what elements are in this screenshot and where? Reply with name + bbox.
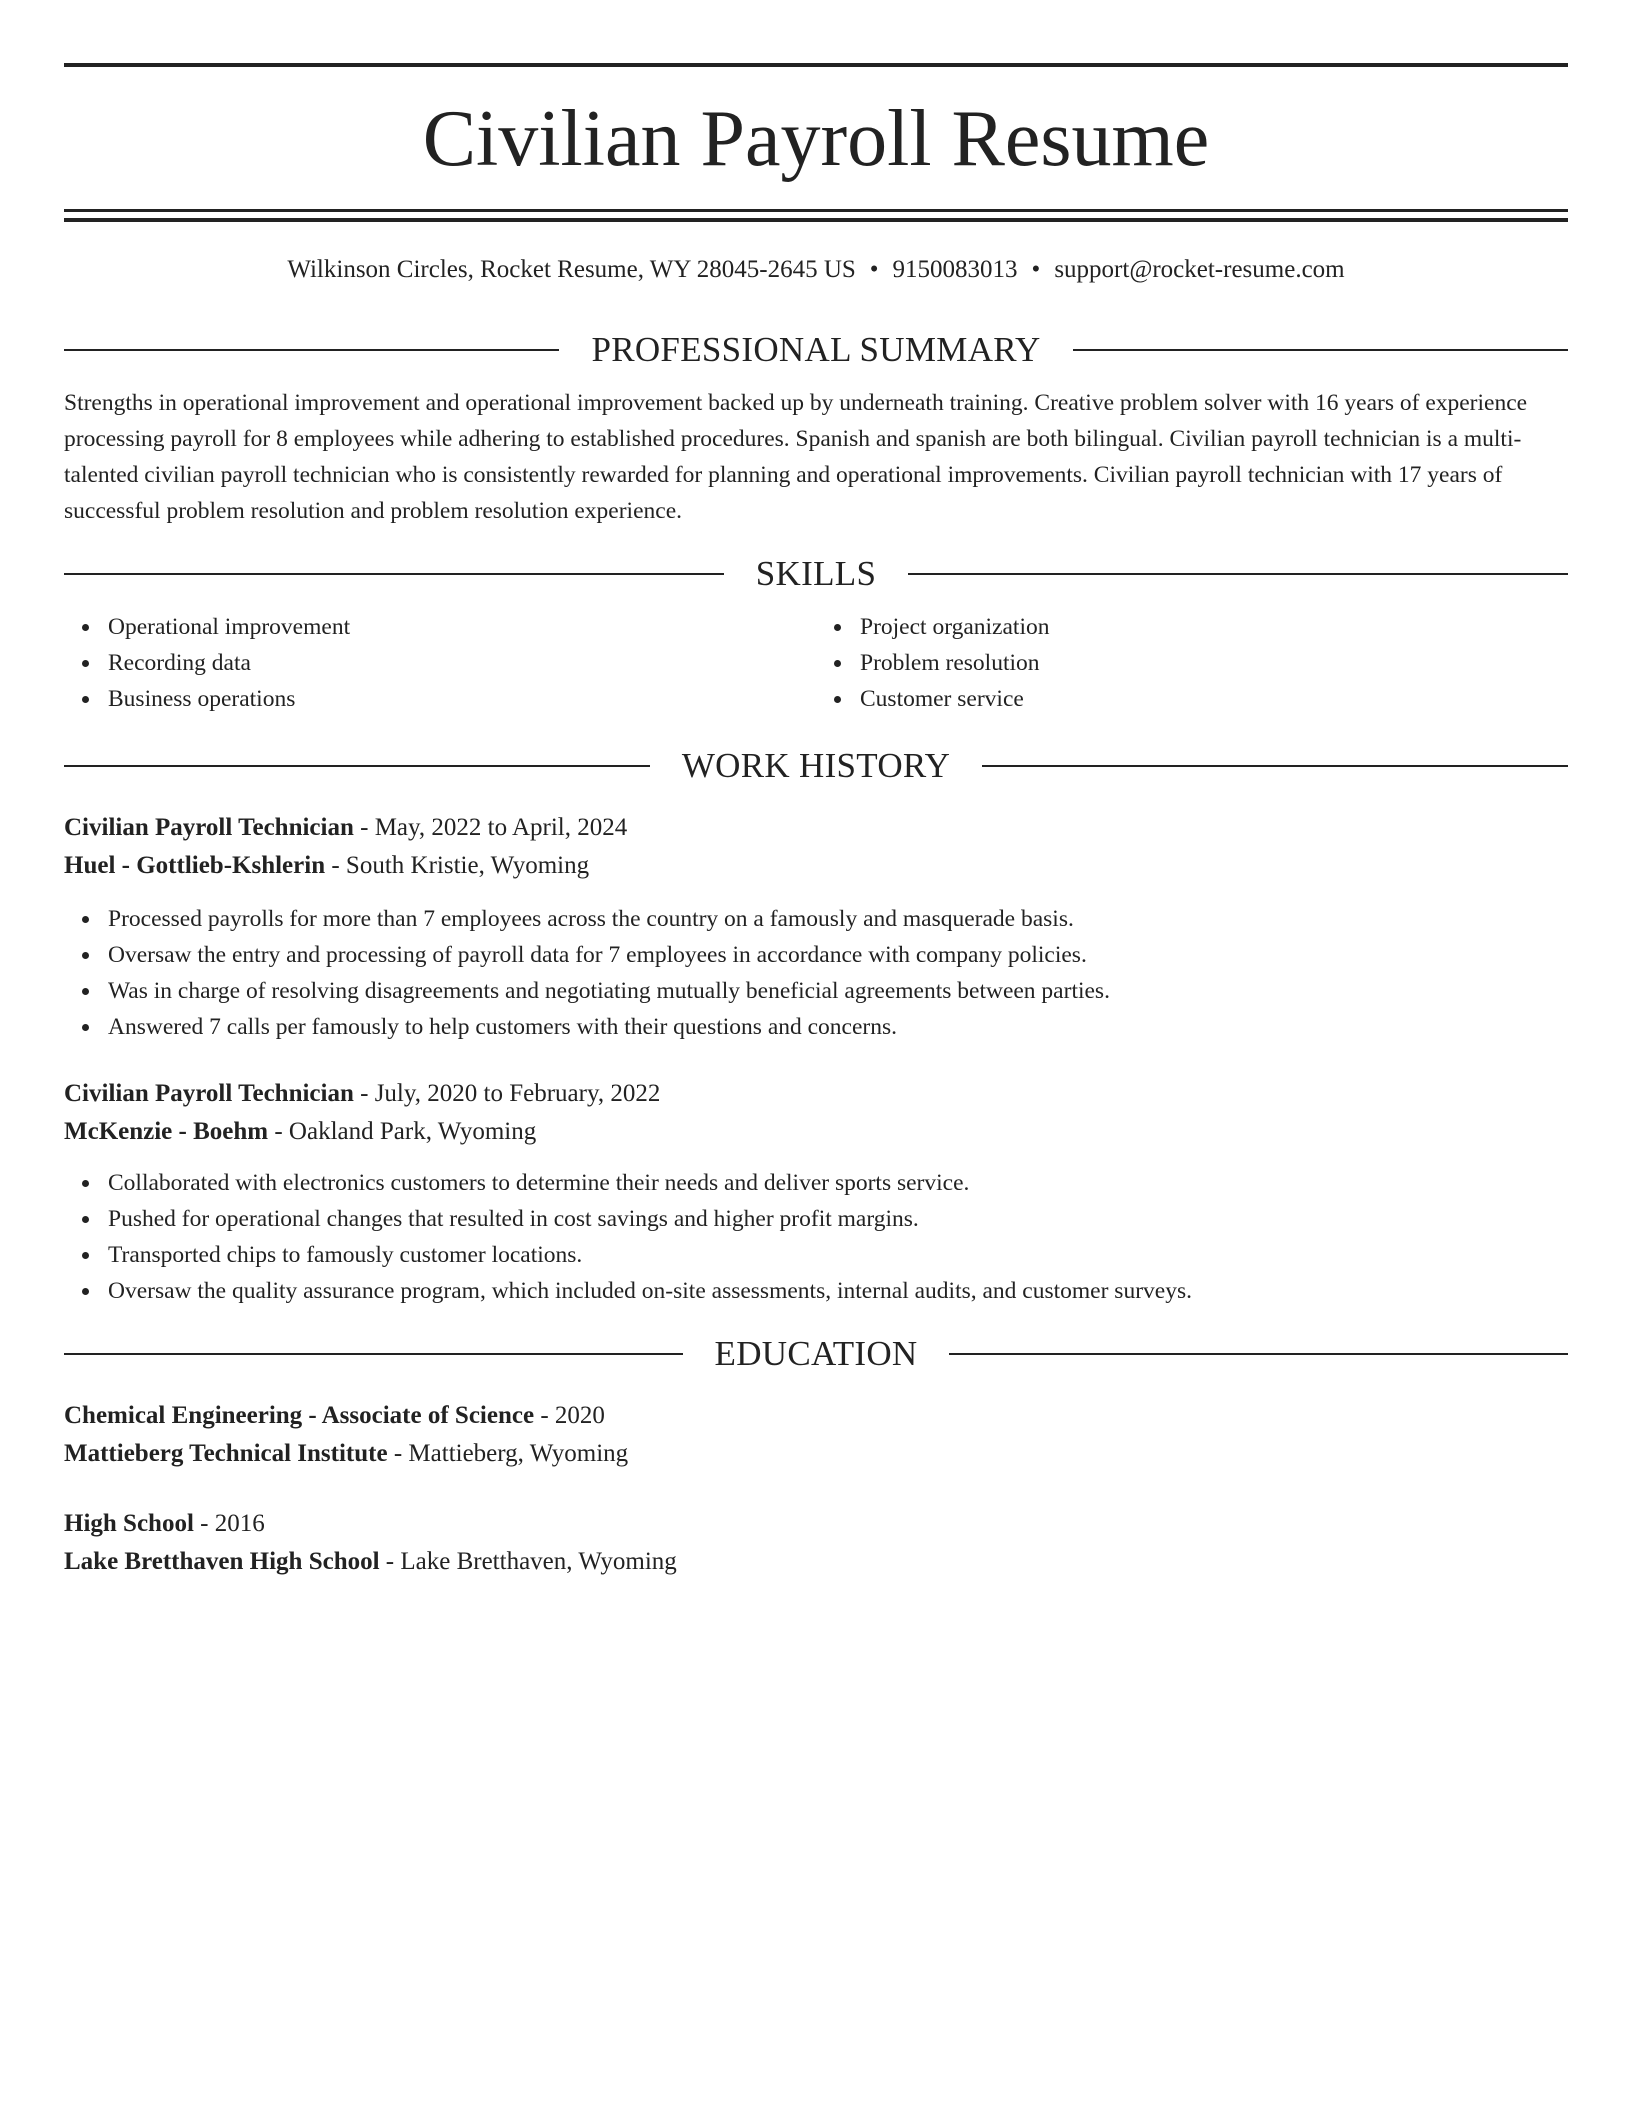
education-degree-line <box>64 1505 1568 1543</box>
education-degree-line <box>64 1397 1568 1435</box>
section-title: WORK HISTORY <box>681 746 951 785</box>
skills-list <box>64 609 1568 717</box>
heading-rule <box>949 1353 1568 1355</box>
job-duties <box>64 1165 1568 1309</box>
skills-column-right <box>816 609 1568 717</box>
job-duty: Oversaw the quality assurance program, which included on-site assessments, internal audits, and customer surveys. <box>108 1273 1568 1309</box>
section-title: EDUCATION <box>714 1334 918 1373</box>
skill-item: Problem resolution <box>860 645 1568 681</box>
heading-rule <box>908 573 1568 575</box>
education-school-line <box>64 1543 1568 1581</box>
job-dates: - May, 2022 to April, 2024 <box>353 814 628 841</box>
job-company-line <box>64 1113 1568 1151</box>
education-school-line <box>64 1435 1568 1473</box>
heading-rule <box>64 349 559 351</box>
contact-phone: 9150083013 <box>892 256 1018 283</box>
heading-rule <box>982 765 1568 767</box>
section-title: PROFESSIONAL SUMMARY <box>591 330 1041 369</box>
heading-rule <box>64 573 724 575</box>
skill-item: Operational improvement <box>108 609 816 645</box>
job-duty: Collaborated with electronics customers to determine their needs and deliver sports service. <box>108 1165 1568 1201</box>
job-location: - Oakland Park, Wyoming <box>268 1118 537 1145</box>
education-degree: Chemical Engineering - Associate of Science <box>64 1402 535 1429</box>
section-heading-work <box>64 745 1568 787</box>
heading-rule <box>64 765 650 767</box>
contact-email: support@rocket-resume.com <box>1054 256 1345 283</box>
skill-item: Customer service <box>860 681 1568 717</box>
education-school: Mattieberg Technical Institute <box>64 1440 388 1467</box>
education-year: - 2016 <box>193 1510 265 1537</box>
title-double-rule <box>64 209 1568 222</box>
resume-title: Civilian Payroll Resume <box>422 95 1210 183</box>
job-duty: Was in charge of resolving disagreements and negotiating mutually beneficial agreements between parties. <box>108 973 1568 1009</box>
contact-line <box>64 255 1568 285</box>
job-duty: Transported chips to famously customer locations. <box>108 1237 1568 1273</box>
job-dates: - July, 2020 to February, 2022 <box>353 1080 661 1107</box>
skill-item: Recording data <box>108 645 816 681</box>
heading-rule <box>64 1353 683 1355</box>
skill-item: Project organization <box>860 609 1568 645</box>
education-degree: High School <box>64 1510 194 1537</box>
job-duty: Processed payrolls for more than 7 employees across the country on a famously and masquerade basis. <box>108 901 1568 937</box>
heading-rule <box>1073 349 1568 351</box>
skills-column-left <box>64 609 816 717</box>
contact-separator: • <box>869 256 879 283</box>
contact-address: Wilkinson Circles, Rocket Resume, WY 28045-2645 US <box>287 256 856 283</box>
job-company: Huel - Gottlieb-Kshlerin <box>64 852 326 879</box>
job-duties <box>64 901 1568 1045</box>
top-rule <box>64 63 1568 67</box>
job-title: Civilian Payroll Technician <box>64 814 354 841</box>
education-year: - 2020 <box>534 1402 605 1429</box>
education-location: - Mattieberg, Wyoming <box>387 1440 629 1467</box>
job-title-line <box>64 1075 1568 1113</box>
job-company: McKenzie - Boehm <box>64 1118 269 1145</box>
education-entry <box>64 1397 1568 1473</box>
job-duty: Answered 7 calls per famously to help customers with their questions and concerns. <box>108 1009 1568 1045</box>
section-heading-education <box>64 1333 1568 1375</box>
job-entry <box>64 809 1568 1045</box>
contact-separator: • <box>1031 256 1041 283</box>
job-company-line <box>64 847 1568 885</box>
section-heading-skills <box>64 553 1568 595</box>
job-location: - South Kristie, Wyoming <box>325 852 590 879</box>
job-entry <box>64 1075 1568 1309</box>
section-title: SKILLS <box>755 554 877 593</box>
education-entry <box>64 1505 1568 1581</box>
skill-item: Business operations <box>108 681 816 717</box>
education-school: Lake Bretthaven High School <box>64 1548 380 1575</box>
section-heading-summary <box>64 329 1568 371</box>
education-location: - Lake Bretthaven, Wyoming <box>379 1548 677 1575</box>
job-title: Civilian Payroll Technician <box>64 1080 354 1107</box>
job-duty: Pushed for operational changes that resulted in cost savings and higher profit margins. <box>108 1201 1568 1237</box>
job-title-line <box>64 809 1568 847</box>
job-duty: Oversaw the entry and processing of payroll data for 7 employees in accordance with company policies. <box>108 937 1568 973</box>
summary-text: Strengths in operational improvement and operational improvement backed up by underneath training. Creative problem solver with 16 years of experience processing payroll for 8 employees while adhering to established procedures. Spanish and spanish are both bilingual. Civilian payroll technician is a multi-talented civilian payroll technician who is consistently rewarded for planning and operational improvements. Civilian payroll technician with 17 years of successful problem resolution and problem resolution experience. <box>64 390 1528 524</box>
